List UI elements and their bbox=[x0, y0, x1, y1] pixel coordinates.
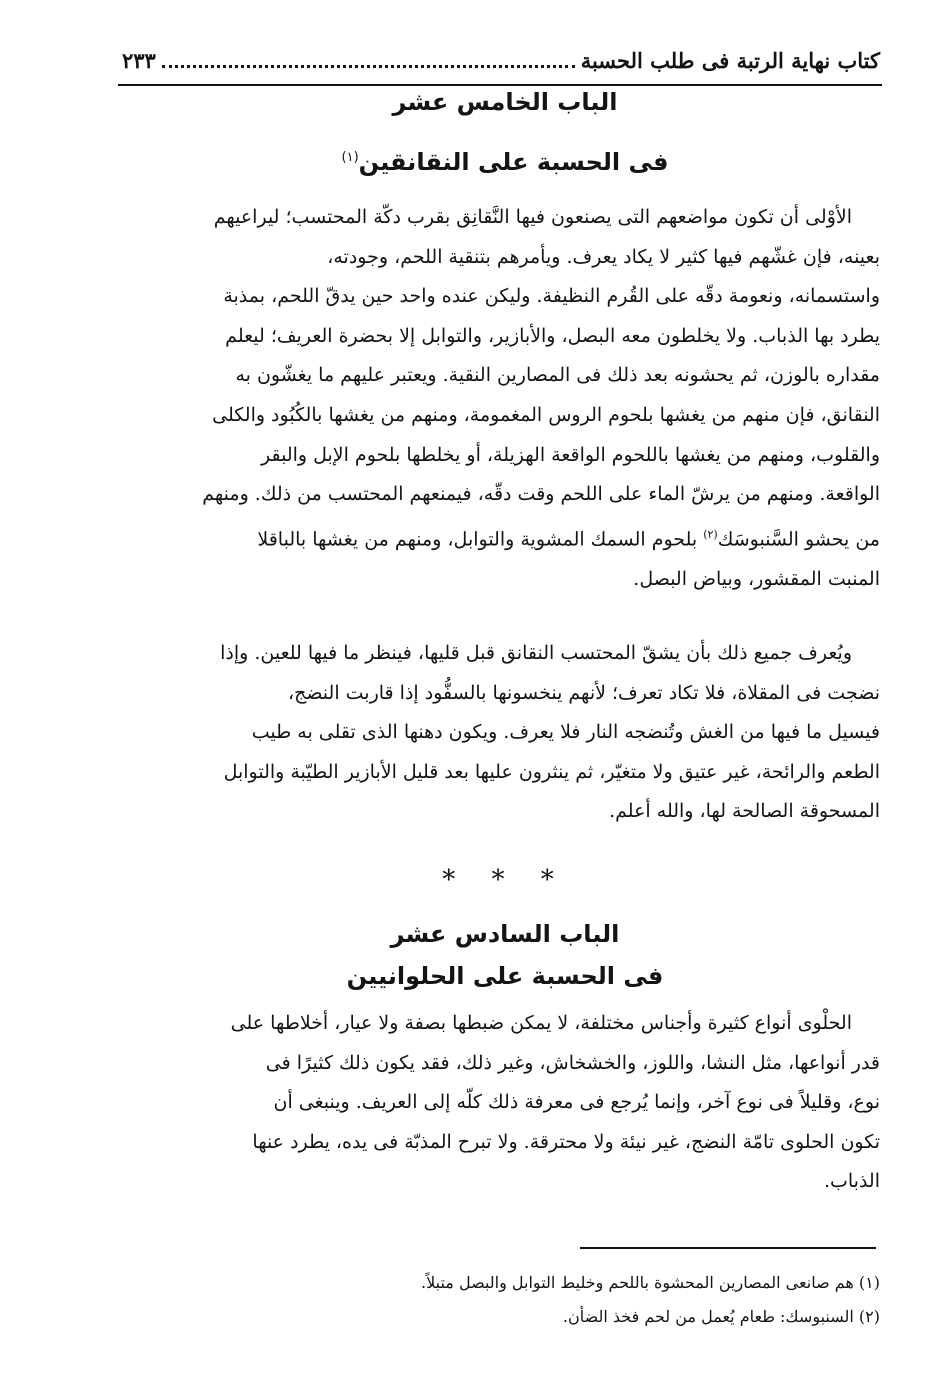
chapter-16-subtitle: فى الحسبة على الحلوانيين bbox=[346, 962, 664, 990]
running-title: كتاب نهاية الرتبة فى طلب الحسبة bbox=[580, 47, 880, 73]
chapter-15-paragraph-2 bbox=[118, 634, 880, 832]
running-header bbox=[122, 40, 880, 80]
footnote-ref-2: (٢) bbox=[703, 527, 718, 541]
text-line: المنبت المقشور، وبياض البصل. bbox=[633, 567, 880, 590]
text-line: ويُعرف جميع ذلك بأن يشقّ المحتسب النقانق قبل قليها، فينظر ما فيها للعين. وإذا bbox=[220, 642, 852, 664]
chapter-16-title: الباب السادس عشر bbox=[390, 920, 620, 948]
text-line: الحلْوى أنواع كثيرة وأجناس مختلفة، لا يمكن ضبطها بصفة ولا عيار، أخلاطها على bbox=[230, 1012, 852, 1034]
footnotes bbox=[118, 1266, 880, 1334]
text-line: فيسيل ما فيها من الغش وتُنضجه النار فلا يعرف. ويكون دهنها الذى تقلى به طيب bbox=[251, 721, 880, 744]
footnote-1: (١) هم صانعى المصارين المحشوة باللحم وخليط التوابل والبصل متبلاً. bbox=[421, 1273, 880, 1292]
text-line: مقداره بالوزن، ثم يحشونه بعد ذلك فى المصارين النقية. ويعتبر عليهم ما يغشّون به bbox=[235, 364, 880, 387]
footnote-rule bbox=[580, 1247, 876, 1249]
text-line bbox=[118, 515, 880, 560]
chapter-16-paragraph-1 bbox=[118, 1004, 880, 1202]
text-line: والقلوب، ومنهم من يغشها باللحوم الواقعة الهزيلة، أو يخلطها بلحوم الإبل والبقر bbox=[260, 443, 880, 466]
text-line: الطعم والرائحة، غير عتيق ولا متغيّر، ثم ينثرون عليها بعد قليل الأبازير الطيّبة والتوابل bbox=[223, 760, 880, 783]
text-line: نوع، وقليلاً فى نوع آخر، وإنما يُرجع فى معرفة ذلك كلّه إلى العريف. وينبغى أن bbox=[273, 1091, 880, 1114]
section-separator: * * * bbox=[442, 865, 568, 895]
text-line: النقانق، فإن منهم من يغشها بلحوم الروس المغمومة، ومنهم من يغشها بالكُبُود والكلى bbox=[212, 403, 880, 426]
text-line: واستسمانه، ونعومة دقّه على القُرم النظيفة. وليكن عنده واحد حين يدقّ اللحم، بمذبة bbox=[223, 285, 880, 308]
text-line: يطرد بها الذباب. ولا يخلطون معه البصل، والأبازير، والتوابل إلا بحضرة العريف؛ ليعلم bbox=[225, 324, 880, 347]
text-line: الذباب. bbox=[823, 1170, 880, 1193]
dot-leader bbox=[162, 65, 575, 68]
text-line: الأوْلى أن تكون مواضعهم التى يصنعون فيها النَّقانِق بقرب دكّة المحتسب؛ ليراعيهم bbox=[213, 206, 852, 228]
text-line: نضجت فى المقلاة، فلا تكاد تعرف؛ لأنهم ينخسونها بالسفُّود إذا قاربت النضج، bbox=[287, 681, 880, 704]
text-fragment: من يحشو السَّنبوسَك bbox=[717, 528, 880, 551]
page-number: ٢٣٣ bbox=[122, 47, 156, 73]
text-line: الواقعة. ومنهم من يرشّ الماء على اللحم وقت دقّه، فيمنعهم المحتسب من ذلك. ومنهم bbox=[202, 483, 880, 506]
text-fragment: بلحوم السمك المشوية والتوابل، ومنهم من يغشها بالباقلا bbox=[257, 528, 704, 551]
text-line: قدر أنواعها، مثل النشا، واللوز، والخشخاش، وغير ذلك، فقد يكون ذلك كثيرًا فى bbox=[265, 1051, 880, 1074]
chapter-15-paragraph-1 bbox=[118, 198, 880, 599]
chapter-15-subtitle-text: فى الحسبة على النقانقين bbox=[358, 148, 669, 176]
chapter-15-subtitle bbox=[130, 138, 880, 182]
text-line: بعينه، فإن غشّهم فيها كثير لا يكاد يعرف. ويأمرهم بتنقية اللحم، وجودته، bbox=[327, 245, 880, 268]
footnote-ref-1: (١) bbox=[341, 150, 359, 165]
footnote-2: (٢) السنبوسك: طعام يُعمل من لحم فخذ الضأن. bbox=[562, 1307, 880, 1326]
text-line: المسحوقة الصالحة لها، والله أعلم. bbox=[609, 800, 880, 823]
chapter-15-title: الباب الخامس عشر bbox=[392, 88, 618, 116]
text-line: تكون الحلوى تامّة النضج، غير نيئة ولا محترقة. ولا تبرح المذبّة فى يده، يطرد عنها bbox=[252, 1130, 880, 1153]
